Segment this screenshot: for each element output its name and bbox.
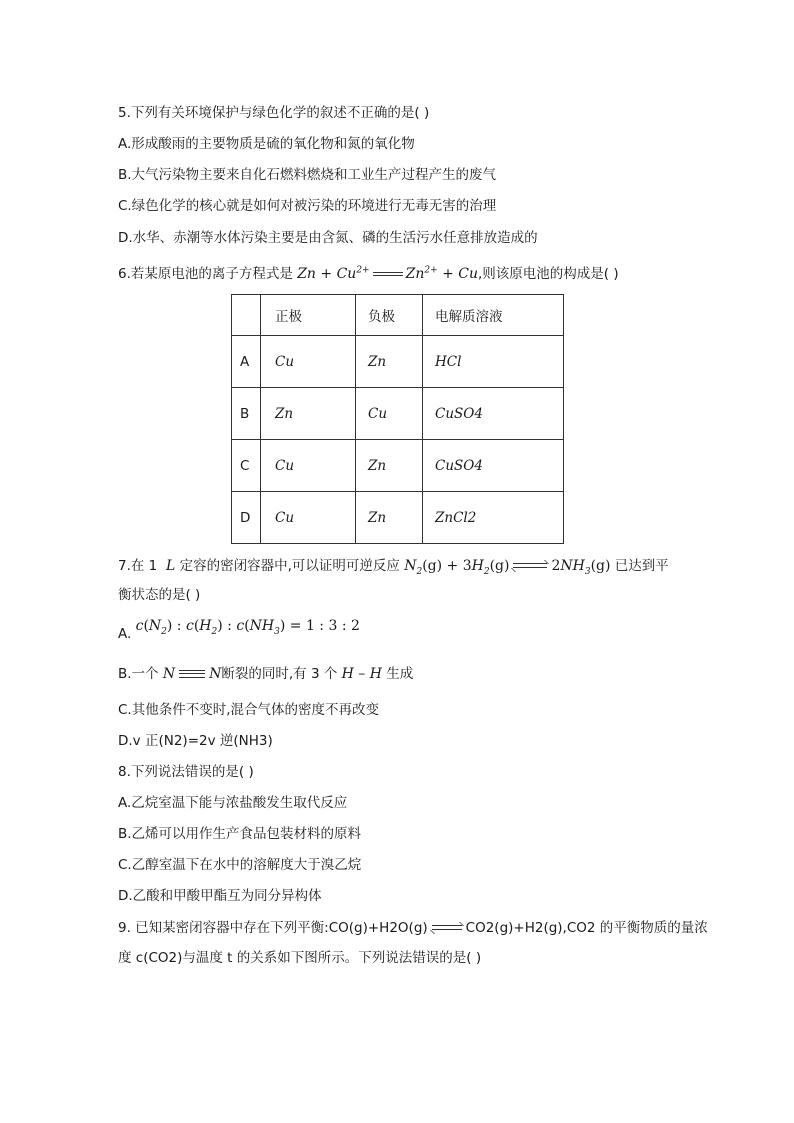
q5-option-a: A.形成酸雨的主要物质是硫的氧化物和氮的氧化物	[118, 136, 415, 152]
q7-unit-l: L	[161, 558, 176, 574]
q8-option-b: B.乙烯可以用作生产食品包装材料的原料	[118, 826, 362, 842]
q5-option-d: D.水华、赤潮等水体污染主要是由含氮、磷的生活污水任意排放造成的	[118, 230, 538, 246]
table-cell: ZnCl2	[423, 492, 564, 544]
table-header-row	[232, 295, 564, 336]
q7-option-b-prefix: B.一个	[118, 666, 159, 682]
q7-option-d: D.v 正(N2)=2v 逆(NH3)	[118, 733, 273, 749]
q7-option-b	[118, 664, 413, 684]
table-cell: A	[232, 336, 261, 388]
table-cell: Cu	[261, 440, 356, 492]
table-cell: B	[232, 388, 261, 440]
q7-reaction: $N_2(g) + 3H_2(g)$ $2NH_3(g)$	[404, 558, 611, 577]
q5-stem: 5.下列有关环境保护与绿色化学的叙述不正确的是( )	[118, 105, 430, 121]
table-cell: Cu	[261, 336, 356, 388]
table-cell: D	[232, 492, 261, 544]
q7-hh-bond: H – H	[341, 666, 382, 682]
table-header-cell: 电解质溶液	[423, 295, 564, 336]
table-row	[232, 336, 564, 388]
table-row	[232, 440, 564, 492]
q9-stem	[118, 918, 708, 938]
q7-option-a	[118, 618, 360, 644]
q6-stem	[118, 264, 619, 284]
table-cell: Zn	[356, 336, 423, 388]
table-header-cell	[232, 295, 261, 336]
q7-option-b-mid: 断裂的同时,有 3 个	[221, 666, 338, 682]
q7-stem-prefix: 7.在 1	[118, 558, 158, 574]
q8-option-a: A.乙烷室温下能与浓盐酸发生取代反应	[118, 795, 348, 811]
q6-stem-prefix: 6.若某原电池的离子方程式是	[118, 266, 293, 282]
table-cell: CuSO4	[423, 440, 564, 492]
table-cell: Cu	[261, 492, 356, 544]
q5-option-b: B.大气污染物主要来自化石燃料燃烧和工业生产过程产生的废气	[118, 167, 497, 183]
q7-option-c: C.其他条件不变时,混合气体的密度不再改变	[118, 702, 380, 718]
table-cell: HCl	[423, 336, 564, 388]
q7-stem-line2: 衡状态的是( )	[118, 587, 201, 603]
q8-option-c: C.乙醇室温下在水中的溶解度大于溴乙烷	[118, 857, 362, 873]
q7-stem-suffix: 已达到平	[614, 558, 669, 574]
q6-stem-suffix: ,则该原电池的构成是( )	[478, 266, 619, 282]
q7-stem	[118, 556, 669, 576]
q7-triple-bond: N N	[162, 666, 222, 682]
table-cell: Zn	[356, 440, 423, 492]
q8-option-d: D.乙酸和甲酸甲酯互为同分异构体	[118, 888, 322, 904]
q9-stem-suffix: CO2(g)+H2(g),CO2 的平衡物质的量浓	[465, 920, 708, 936]
q8-stem: 8.下列说法错误的是( )	[118, 764, 254, 780]
q6-table	[231, 294, 564, 544]
table-header-cell: 正极	[261, 295, 356, 336]
q9-stem-prefix: 9. 已知某密闭容器中存在下列平衡:CO(g)+H2O(g)	[118, 920, 428, 936]
table-cell: Zn	[261, 388, 356, 440]
q7-option-a-ratio: $c(N_2)$ : $c(H_2)$ : $c(NH_3) = 1$ : 3 : 2	[135, 618, 360, 637]
table-cell: Zn	[356, 492, 423, 544]
table-row	[232, 388, 564, 440]
table-cell: C	[232, 440, 261, 492]
table-cell: Cu	[356, 388, 423, 440]
q6-ionic-equation: $Zn + Cu^{2+}$ $Zn^{2+} + Cu$	[297, 265, 478, 282]
table-row	[232, 492, 564, 544]
equilibrium-arrow-icon	[432, 923, 462, 933]
q7-option-b-suffix: 生成	[386, 666, 414, 682]
table-header-cell: 负极	[356, 295, 423, 336]
q5-option-c: C.绿色化学的核心就是如何对被污染的环境进行无毒无害的治理	[118, 198, 497, 214]
q9-stem-line2: 度 c(CO2)与温度 t 的关系如下图所示。下列说法错误的是( )	[118, 950, 482, 966]
table-cell: CuSO4	[423, 388, 564, 440]
q7-stem-mid: 定容的密闭容器中,可以证明可逆反应	[179, 558, 400, 574]
q7-option-a-label: A.	[118, 626, 132, 642]
